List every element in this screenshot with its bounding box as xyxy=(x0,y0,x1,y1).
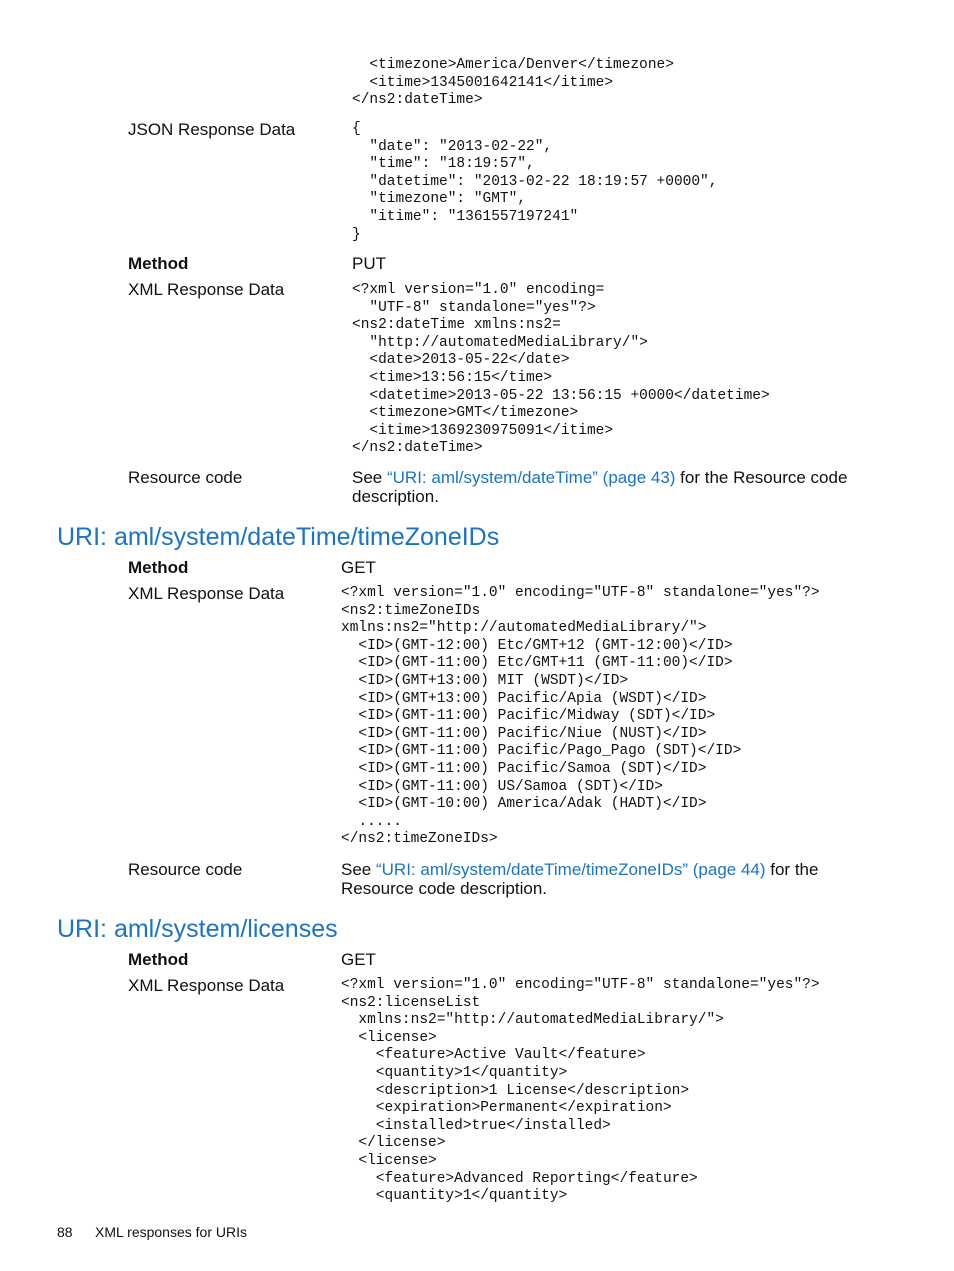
section-heading-licenses: URI: aml/system/licenses xyxy=(57,915,338,943)
footer-title: XML responses for URIs xyxy=(95,1224,247,1240)
resource-code-link[interactable]: “URI: aml/system/dateTime” (page 43) xyxy=(386,468,676,487)
resource-code-description xyxy=(341,860,818,880)
resource-code-description-line2: description. xyxy=(352,487,439,506)
resource-code-label: Resource code xyxy=(128,860,243,879)
section-heading-timezoneids: URI: aml/system/dateTime/timeZoneIDs xyxy=(57,523,500,551)
resource-suffix-text: for the xyxy=(765,860,819,879)
xml-response-data-label: XML Response Data xyxy=(128,584,285,603)
method-value: GET xyxy=(341,950,376,969)
method-label: Method xyxy=(128,254,189,273)
xml-response-data-label: XML Response Data xyxy=(128,976,285,995)
xml-response-code: <?xml version="1.0" encoding= "UTF-8" standalone="yes"?> <ns2:dateTime xmlns:ns2= "http://automatedMediaLibrary/"> <date>2013-05-22</date> <time>13:56:15</time> <datetime>2013-05-22 13:56:15 +0000</datetime> <timezone>GMT</timezone> <itime>1369230975091</itime> </ns2:dateTime> xyxy=(352,282,770,457)
xml-response-data-label: XML Response Data xyxy=(128,280,285,299)
page-number: 88 xyxy=(57,1224,73,1240)
json-response-data-label: JSON Response Data xyxy=(128,120,296,139)
xml-response-code: <?xml version="1.0" encoding="UTF-8" standalone="yes"?> <ns2:licenseList xmlns:ns2="http://automatedMediaLibrary/"> <license> <feature>Active Vault</feature> <quantity>1</quantity> <description>1 License</description> <expiration>Permanent</expiration> <installed>true</installed> </license> <license> <feature>Advanced Reporting</feature> <quantity>1</quantity> xyxy=(341,977,820,1205)
xml-response-continuation: <timezone>America/Denver</timezone> <itime>1345001642141</itime> </ns2:dateTime> xyxy=(352,57,674,109)
json-response-code: { "date": "2013-02-22", "time": "18:19:57", "datetime": "2013-02-22 18:19:57 +0000", "timezone": "GMT", "itime": "1361557197241" } xyxy=(352,121,718,243)
method-value: GET xyxy=(341,558,376,577)
method-label: Method xyxy=(128,558,189,577)
resource-code-label: Resource code xyxy=(128,468,243,487)
method-label: Method xyxy=(128,950,189,969)
resource-code-description-line2: Resource code description. xyxy=(341,879,548,898)
resource-code-description xyxy=(352,468,847,488)
method-value: PUT xyxy=(352,254,386,273)
resource-see-text: See xyxy=(341,860,376,879)
resource-code-link[interactable]: “URI: aml/system/dateTime/timeZoneIDs” (page 44) xyxy=(375,860,766,879)
resource-see-text: See xyxy=(352,468,387,487)
resource-suffix-text: for the Resource code xyxy=(675,468,848,487)
xml-response-code: <?xml version="1.0" encoding="UTF-8" standalone="yes"?> <ns2:timeZoneIDs xmlns:ns2="http://automatedMediaLibrary/"> <ID>(GMT-12:00) Etc/GMT+12 (GMT-12:00)</ID> <ID>(GMT-11:00) Etc/GMT+11 (GMT-11:00)</ID> <ID>(GMT+13:00) MIT (WSDT)</ID> <ID>(GMT+13:00) Pacific/Apia (WSDT)</ID> <ID>(GMT-11:00) Pacific/Midway (SDT)</ID> <ID>(GMT-11:00) Pacific/Niue (NUST)</ID> <ID>(GMT-11:00) Pacific/Pago_Pago (SDT)</ID> <ID>(GMT-11:00) Pacific/Samoa (SDT)</ID> <ID>(GMT-11:00) US/Samoa (SDT)</ID> <ID>(GMT-10:00) America/Adak (HADT)</ID> ..... </ns2:timeZoneIDs> xyxy=(341,585,820,848)
